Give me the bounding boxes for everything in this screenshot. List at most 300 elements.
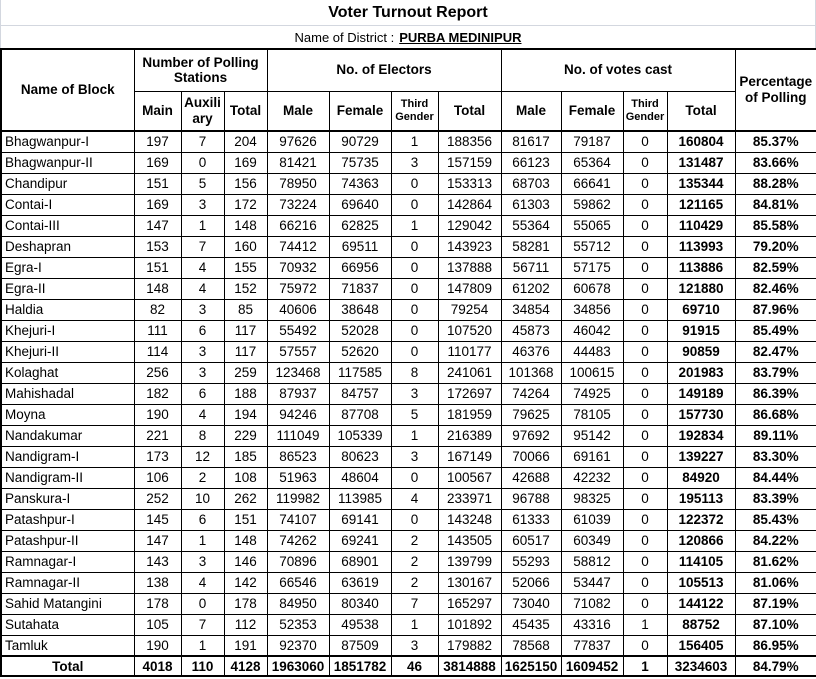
electors-female: 52028	[329, 320, 391, 341]
electors-total: 100567	[438, 467, 501, 488]
votes-female: 60349	[561, 530, 623, 551]
electors-female: 69511	[329, 236, 391, 257]
auxiliary-stations: 2	[181, 467, 224, 488]
block-name: Khejuri-I	[1, 320, 134, 341]
electors-third-gender: 3	[391, 635, 438, 656]
header-electors-female: Female	[329, 91, 391, 131]
votes-male: 34854	[501, 299, 561, 320]
total-stations: 178	[224, 593, 267, 614]
total-votes-female: 1609452	[561, 656, 623, 676]
polling-percentage: 87.96%	[735, 299, 816, 320]
electors-total: 147809	[438, 278, 501, 299]
electors-third-gender: 0	[391, 194, 438, 215]
votes-female: 98325	[561, 488, 623, 509]
total-main-stations: 4018	[134, 656, 181, 676]
main-stations: 147	[134, 215, 181, 236]
votes-third-gender: 0	[623, 341, 667, 362]
row-haldia	[1, 299, 816, 320]
header-group-row	[1, 49, 816, 91]
row-egra-ii	[1, 278, 816, 299]
electors-female: 71837	[329, 278, 391, 299]
polling-percentage: 82.46%	[735, 278, 816, 299]
auxiliary-stations: 3	[181, 551, 224, 572]
header-name-of-block: Name of Block	[1, 49, 134, 131]
table-footer	[1, 656, 816, 676]
auxiliary-stations: 3	[181, 299, 224, 320]
electors-male: 74262	[267, 530, 329, 551]
block-name: Nandakumar	[1, 425, 134, 446]
votes-third-gender: 0	[623, 425, 667, 446]
electors-total: 216389	[438, 425, 501, 446]
header-votes-total: Total	[667, 91, 735, 131]
votes-total: 201983	[667, 362, 735, 383]
electors-third-gender: 3	[391, 446, 438, 467]
electors-female: 66956	[329, 257, 391, 278]
votes-third-gender: 0	[623, 467, 667, 488]
votes-third-gender: 0	[623, 509, 667, 530]
total-stations: 142	[224, 572, 267, 593]
block-name: Contai-I	[1, 194, 134, 215]
block-name: Bhagwanpur-I	[1, 131, 134, 152]
polling-percentage: 81.06%	[735, 572, 816, 593]
main-stations: 147	[134, 530, 181, 551]
electors-total: 79254	[438, 299, 501, 320]
auxiliary-stations: 4	[181, 257, 224, 278]
votes-female: 95142	[561, 425, 623, 446]
polling-percentage: 84.81%	[735, 194, 816, 215]
block-name: Egra-II	[1, 278, 134, 299]
row-bhagwanpur-i	[1, 131, 816, 152]
votes-total: 69710	[667, 299, 735, 320]
votes-total: 121165	[667, 194, 735, 215]
votes-total: 121880	[667, 278, 735, 299]
votes-third-gender: 0	[623, 488, 667, 509]
row-moyna	[1, 404, 816, 425]
electors-male: 123468	[267, 362, 329, 383]
electors-third-gender: 0	[391, 173, 438, 194]
votes-female: 69161	[561, 446, 623, 467]
polling-percentage: 87.19%	[735, 593, 816, 614]
votes-female: 43316	[561, 614, 623, 635]
votes-male: 58281	[501, 236, 561, 257]
row-bhagwanpur-ii	[1, 152, 816, 173]
electors-male: 73224	[267, 194, 329, 215]
auxiliary-stations: 0	[181, 152, 224, 173]
total-stations: 169	[224, 152, 267, 173]
electors-total: 142864	[438, 194, 501, 215]
total-electors-total: 3814888	[438, 656, 501, 676]
auxiliary-stations: 4	[181, 572, 224, 593]
electors-male: 111049	[267, 425, 329, 446]
votes-total: 195113	[667, 488, 735, 509]
electors-third-gender: 2	[391, 530, 438, 551]
polling-percentage: 82.59%	[735, 257, 816, 278]
block-name: Nandigram-II	[1, 467, 134, 488]
main-stations: 145	[134, 509, 181, 530]
polling-percentage: 85.58%	[735, 215, 816, 236]
auxiliary-stations: 7	[181, 236, 224, 257]
main-stations: 169	[134, 194, 181, 215]
total-stations: 191	[224, 635, 267, 656]
electors-male: 75972	[267, 278, 329, 299]
total-block-name: Total	[1, 656, 134, 676]
votes-third-gender: 0	[623, 257, 667, 278]
row-chandipur	[1, 173, 816, 194]
votes-male: 74264	[501, 383, 561, 404]
votes-total: 144122	[667, 593, 735, 614]
block-name: Bhagwanpur-II	[1, 152, 134, 173]
polling-percentage: 86.68%	[735, 404, 816, 425]
electors-total: 137888	[438, 257, 501, 278]
electors-female: 84757	[329, 383, 391, 404]
main-stations: 252	[134, 488, 181, 509]
votes-female: 79187	[561, 131, 623, 152]
votes-male: 97692	[501, 425, 561, 446]
row-tamluk	[1, 635, 816, 656]
header-main-stations: Main	[134, 91, 181, 131]
votes-third-gender: 0	[623, 152, 667, 173]
total-stations: 155	[224, 257, 267, 278]
votes-third-gender: 0	[623, 215, 667, 236]
votes-male: 79625	[501, 404, 561, 425]
row-patashpur-i	[1, 509, 816, 530]
votes-third-gender: 0	[623, 551, 667, 572]
votes-female: 46042	[561, 320, 623, 341]
votes-total: 139227	[667, 446, 735, 467]
electors-male: 87937	[267, 383, 329, 404]
total-stations: 117	[224, 320, 267, 341]
electors-male: 66546	[267, 572, 329, 593]
total-auxiliary-stations: 110	[181, 656, 224, 676]
votes-total: 120866	[667, 530, 735, 551]
block-name: Deshapran	[1, 236, 134, 257]
polling-percentage: 85.49%	[735, 320, 816, 341]
main-stations: 221	[134, 425, 181, 446]
electors-female: 69640	[329, 194, 391, 215]
polling-percentage: 86.95%	[735, 635, 816, 656]
total-row	[1, 656, 816, 676]
block-name: Moyna	[1, 404, 134, 425]
header-electors-third-gender: Third Gender	[391, 91, 438, 131]
row-khejuri-ii	[1, 341, 816, 362]
votes-male: 45435	[501, 614, 561, 635]
row-panskura-i	[1, 488, 816, 509]
electors-female: 75735	[329, 152, 391, 173]
votes-total: 157730	[667, 404, 735, 425]
total-votes-male: 1625150	[501, 656, 561, 676]
votes-female: 42232	[561, 467, 623, 488]
district-name: PURBA MEDINIPUR	[399, 29, 522, 45]
polling-percentage: 85.43%	[735, 509, 816, 530]
votes-total: 113993	[667, 236, 735, 257]
electors-female: 69141	[329, 509, 391, 530]
total-stations: 152	[224, 278, 267, 299]
row-deshapran	[1, 236, 816, 257]
total-stations: 160	[224, 236, 267, 257]
votes-third-gender: 0	[623, 404, 667, 425]
votes-male: 73040	[501, 593, 561, 614]
row-contai-iii	[1, 215, 816, 236]
electors-total: 110177	[438, 341, 501, 362]
main-stations: 190	[134, 635, 181, 656]
votes-female: 71082	[561, 593, 623, 614]
row-nandigram-ii	[1, 467, 816, 488]
votes-female: 57175	[561, 257, 623, 278]
total-stations: 194	[224, 404, 267, 425]
total-stations: 117	[224, 341, 267, 362]
total-stations: 172	[224, 194, 267, 215]
main-stations: 173	[134, 446, 181, 467]
electors-total: 129042	[438, 215, 501, 236]
block-name: Chandipur	[1, 173, 134, 194]
polling-percentage: 83.30%	[735, 446, 816, 467]
main-stations: 138	[134, 572, 181, 593]
votes-third-gender: 0	[623, 236, 667, 257]
votes-total: 131487	[667, 152, 735, 173]
electors-total: 188356	[438, 131, 501, 152]
electors-third-gender: 1	[391, 131, 438, 152]
total-stations: 112	[224, 614, 267, 635]
district-label: Name of District :	[294, 29, 395, 45]
votes-total: 122372	[667, 509, 735, 530]
auxiliary-stations: 3	[181, 362, 224, 383]
polling-percentage: 89.11%	[735, 425, 816, 446]
main-stations: 148	[134, 278, 181, 299]
votes-female: 53447	[561, 572, 623, 593]
total-electors-third-gender: 46	[391, 656, 438, 676]
votes-female: 77837	[561, 635, 623, 656]
main-stations: 197	[134, 131, 181, 152]
votes-male: 52066	[501, 572, 561, 593]
auxiliary-stations: 1	[181, 635, 224, 656]
total-stations: 188	[224, 383, 267, 404]
electors-female: 49538	[329, 614, 391, 635]
electors-female: 68901	[329, 551, 391, 572]
total-votes-third-gender: 1	[623, 656, 667, 676]
votes-third-gender: 0	[623, 194, 667, 215]
votes-female: 34856	[561, 299, 623, 320]
votes-total: 156405	[667, 635, 735, 656]
main-stations: 143	[134, 551, 181, 572]
votes-total: 160804	[667, 131, 735, 152]
row-contai-i	[1, 194, 816, 215]
electors-female: 48604	[329, 467, 391, 488]
votes-male: 66123	[501, 152, 561, 173]
total-votes-total: 3234603	[667, 656, 735, 676]
total-stations: 204	[224, 131, 267, 152]
electors-male: 119982	[267, 488, 329, 509]
header-votes-cast-group: No. of votes cast	[501, 49, 735, 91]
electors-total: 143248	[438, 509, 501, 530]
polling-percentage: 84.22%	[735, 530, 816, 551]
electors-third-gender: 3	[391, 383, 438, 404]
total-stations: 229	[224, 425, 267, 446]
auxiliary-stations: 4	[181, 404, 224, 425]
main-stations: 105	[134, 614, 181, 635]
votes-male: 55364	[501, 215, 561, 236]
block-name: Patashpur-II	[1, 530, 134, 551]
votes-third-gender: 0	[623, 131, 667, 152]
votes-third-gender: 0	[623, 530, 667, 551]
polling-percentage: 85.37%	[735, 131, 816, 152]
electors-female: 87509	[329, 635, 391, 656]
electors-male: 70896	[267, 551, 329, 572]
polling-percentage: 81.62%	[735, 551, 816, 572]
polling-percentage: 83.79%	[735, 362, 816, 383]
table-header	[1, 49, 816, 131]
block-name: Patashpur-I	[1, 509, 134, 530]
polling-percentage: 83.66%	[735, 152, 816, 173]
votes-total: 110429	[667, 215, 735, 236]
main-stations: 153	[134, 236, 181, 257]
electors-female: 52620	[329, 341, 391, 362]
polling-percentage: 87.10%	[735, 614, 816, 635]
table-body	[1, 131, 816, 656]
main-stations: 151	[134, 257, 181, 278]
electors-female: 38648	[329, 299, 391, 320]
auxiliary-stations: 6	[181, 383, 224, 404]
electors-third-gender: 1	[391, 215, 438, 236]
votes-male: 81617	[501, 131, 561, 152]
header-total-stations: Total	[224, 91, 267, 131]
electors-female: 80340	[329, 593, 391, 614]
block-name: Panskura-I	[1, 488, 134, 509]
electors-female: 105339	[329, 425, 391, 446]
main-stations: 169	[134, 152, 181, 173]
electors-male: 78950	[267, 173, 329, 194]
votes-female: 66641	[561, 173, 623, 194]
auxiliary-stations: 5	[181, 173, 224, 194]
electors-third-gender: 0	[391, 320, 438, 341]
electors-male: 86523	[267, 446, 329, 467]
header-votes-third-gender: Third Gender	[623, 91, 667, 131]
votes-third-gender: 0	[623, 446, 667, 467]
total-stations: 262	[224, 488, 267, 509]
votes-male: 61333	[501, 509, 561, 530]
total-stations: 185	[224, 446, 267, 467]
row-sahid-matangini	[1, 593, 816, 614]
auxiliary-stations: 8	[181, 425, 224, 446]
electors-total: 165297	[438, 593, 501, 614]
votes-female: 44483	[561, 341, 623, 362]
auxiliary-stations: 12	[181, 446, 224, 467]
votes-female: 55712	[561, 236, 623, 257]
electors-male: 74412	[267, 236, 329, 257]
votes-female: 74925	[561, 383, 623, 404]
header-percentage-of-polling: Percentage of Polling	[735, 49, 816, 131]
electors-female: 80623	[329, 446, 391, 467]
auxiliary-stations: 4	[181, 278, 224, 299]
votes-male: 68703	[501, 173, 561, 194]
main-stations: 178	[134, 593, 181, 614]
electors-total: 179882	[438, 635, 501, 656]
polling-percentage: 86.39%	[735, 383, 816, 404]
block-name: Ramnagar-I	[1, 551, 134, 572]
header-votes-male: Male	[501, 91, 561, 131]
electors-third-gender: 1	[391, 614, 438, 635]
votes-third-gender: 0	[623, 593, 667, 614]
electors-male: 57557	[267, 341, 329, 362]
electors-total: 241061	[438, 362, 501, 383]
header-electors-group: No. of Electors	[267, 49, 501, 91]
electors-male: 84950	[267, 593, 329, 614]
electors-third-gender: 0	[391, 467, 438, 488]
electors-female: 69241	[329, 530, 391, 551]
district-line	[0, 26, 816, 48]
block-name: Haldia	[1, 299, 134, 320]
block-name: Kolaghat	[1, 362, 134, 383]
block-name: Sutahata	[1, 614, 134, 635]
auxiliary-stations: 1	[181, 530, 224, 551]
row-ramnagar-i	[1, 551, 816, 572]
votes-third-gender: 0	[623, 572, 667, 593]
header-electors-male: Male	[267, 91, 329, 131]
electors-male: 97626	[267, 131, 329, 152]
electors-third-gender: 0	[391, 278, 438, 299]
total-stations: 259	[224, 362, 267, 383]
row-mahishadal	[1, 383, 816, 404]
total-stations: 146	[224, 551, 267, 572]
votes-third-gender: 0	[623, 278, 667, 299]
auxiliary-stations: 0	[181, 593, 224, 614]
row-nandakumar	[1, 425, 816, 446]
auxiliary-stations: 3	[181, 194, 224, 215]
block-name: Ramnagar-II	[1, 572, 134, 593]
electors-total: 153313	[438, 173, 501, 194]
header-votes-female: Female	[561, 91, 623, 131]
votes-female: 100615	[561, 362, 623, 383]
main-stations: 82	[134, 299, 181, 320]
electors-total: 143923	[438, 236, 501, 257]
electors-male: 66216	[267, 215, 329, 236]
electors-third-gender: 0	[391, 341, 438, 362]
votes-male: 42688	[501, 467, 561, 488]
votes-female: 58812	[561, 551, 623, 572]
polling-percentage: 79.20%	[735, 236, 816, 257]
electors-female: 113985	[329, 488, 391, 509]
electors-total: 143505	[438, 530, 501, 551]
row-egra-i	[1, 257, 816, 278]
main-stations: 114	[134, 341, 181, 362]
electors-total: 130167	[438, 572, 501, 593]
electors-total: 181959	[438, 404, 501, 425]
electors-third-gender: 2	[391, 572, 438, 593]
header-auxiliary-stations: Auxiliary	[181, 91, 224, 131]
block-name: Mahishadal	[1, 383, 134, 404]
electors-female: 90729	[329, 131, 391, 152]
electors-male: 92370	[267, 635, 329, 656]
electors-male: 51963	[267, 467, 329, 488]
block-name: Tamluk	[1, 635, 134, 656]
row-ramnagar-ii	[1, 572, 816, 593]
votes-total: 149189	[667, 383, 735, 404]
electors-third-gender: 2	[391, 551, 438, 572]
auxiliary-stations: 6	[181, 509, 224, 530]
votes-total: 105513	[667, 572, 735, 593]
main-stations: 111	[134, 320, 181, 341]
main-stations: 256	[134, 362, 181, 383]
electors-third-gender: 8	[391, 362, 438, 383]
electors-third-gender: 4	[391, 488, 438, 509]
electors-total: 101892	[438, 614, 501, 635]
votes-female: 61039	[561, 509, 623, 530]
votes-female: 60678	[561, 278, 623, 299]
header-polling-stations-group: Number of Polling Stations	[134, 49, 267, 91]
electors-male: 55492	[267, 320, 329, 341]
electors-third-gender: 0	[391, 299, 438, 320]
row-khejuri-i	[1, 320, 816, 341]
electors-male: 70932	[267, 257, 329, 278]
